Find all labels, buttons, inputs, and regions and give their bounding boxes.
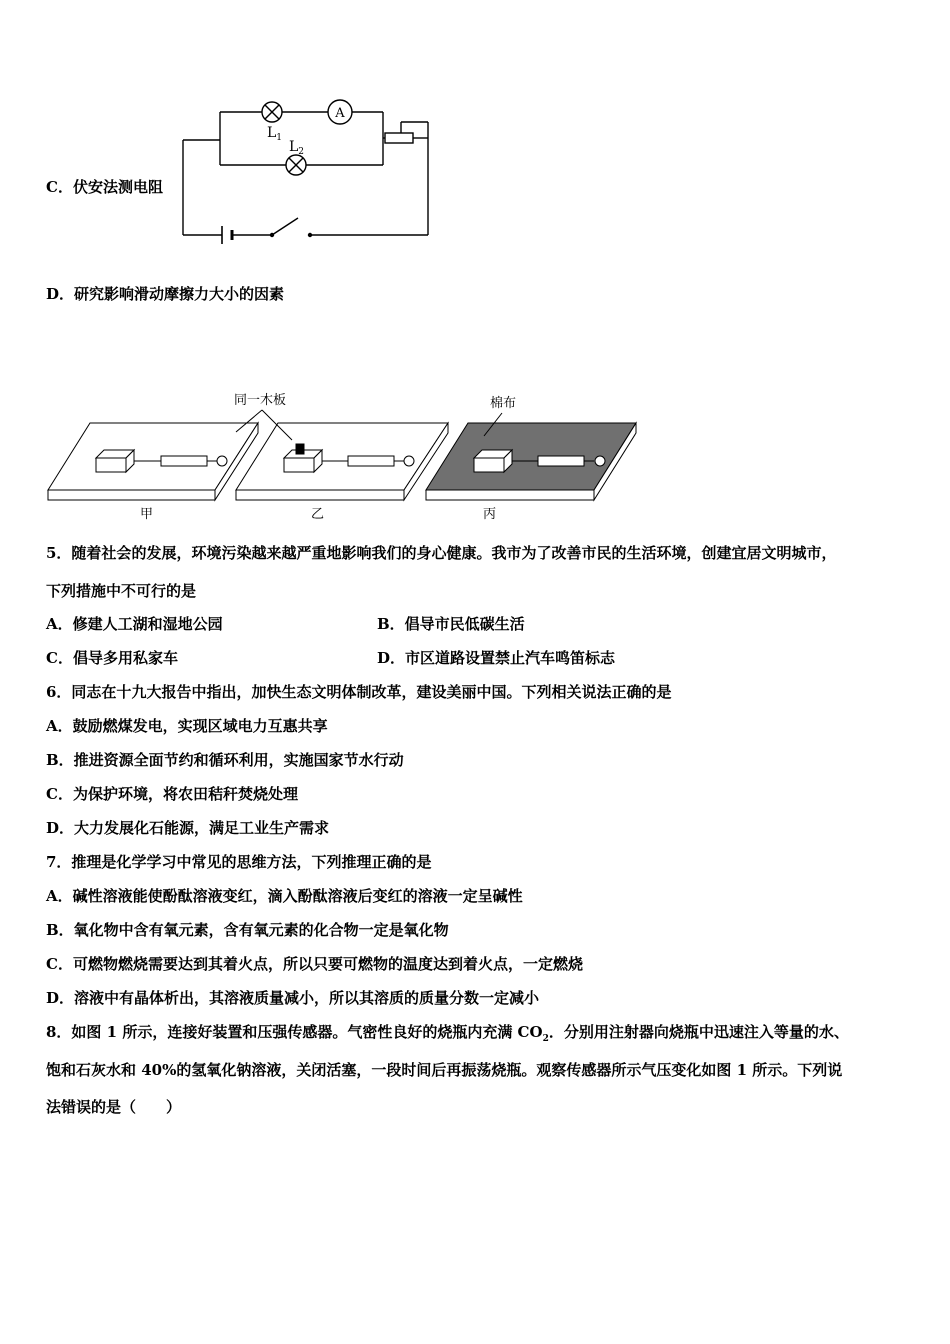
lamp-l1-cross <box>265 105 279 119</box>
lamp-l2-label: $L_2$ <box>289 139 305 157</box>
board-front <box>236 490 404 500</box>
q5-option-c: C．倡导多用私家车 <box>46 649 178 667</box>
lamp-l2-cross <box>289 158 303 172</box>
q8-line2: 饱和石灰水和 40%的氢氧化钠溶液，关闭活塞，一段时间后再振荡烧瓶。观察传感器所示气压变化如图 1 所示。下列说 <box>46 1061 843 1079</box>
panel-label-yi: 乙 <box>311 507 325 522</box>
q5-stem-line1: 5．随着社会的发展，环境污染越来越严重地影响我们的身心健康。我市为了改善市民的生活环境，创建宜居文明城市， <box>46 544 837 562</box>
block <box>284 458 314 472</box>
block-top <box>284 450 322 458</box>
lamp-l1 <box>262 102 282 122</box>
q5-stem-line2: 下列措施中不可行的是 <box>46 582 197 600</box>
spring-scale-ring <box>404 456 414 466</box>
ammeter-label: A <box>335 106 345 121</box>
spring-scale-ring <box>217 456 227 466</box>
q7-option-c: C．可燃物燃烧需要达到其着火点，所以只要可燃物的温度达到着火点，一定燃烧 <box>46 955 583 973</box>
option-c-text: 伏安法测电阻 <box>72 178 163 196</box>
panel-jia <box>48 423 258 500</box>
q5-option-b: B．倡导市民低碳生活 <box>377 615 525 633</box>
block-side <box>504 450 512 472</box>
option-d-text: 研究影响滑动摩擦力大小的因素 <box>74 285 285 303</box>
q5-option-a: A．修建人工湖和湿地公园 <box>46 615 223 633</box>
block-top <box>96 450 134 458</box>
panel-label-bing: 丙 <box>483 507 497 522</box>
label-cotton-cloth: 棉布 <box>490 396 517 411</box>
panel-yi <box>236 423 448 500</box>
spring-scale <box>161 456 207 466</box>
q6-option-d: D．大力发展化石能源，满足工业生产需求 <box>46 819 330 837</box>
board-side <box>215 423 258 500</box>
lamp-l2 <box>286 155 306 175</box>
switch-contact <box>270 233 274 237</box>
block <box>96 458 126 472</box>
option-d-letter: D． <box>46 285 75 303</box>
spring-scale-ring <box>595 456 605 466</box>
q8-co2-subscript: 2 <box>542 1034 549 1044</box>
spring-scale <box>538 456 584 466</box>
pointer-line <box>236 410 262 432</box>
q7-option-a: A．碱性溶液能使酚酞溶液变红，滴入酚酞溶液后变红的溶液一定呈碱性 <box>46 887 523 905</box>
panel-bing <box>426 423 636 500</box>
board-top <box>236 423 448 490</box>
spring-scale <box>348 456 394 466</box>
pointer-line <box>262 410 292 440</box>
option-c <box>46 180 163 195</box>
board-front <box>426 490 594 500</box>
rheostat <box>385 133 413 143</box>
board-top <box>48 423 258 490</box>
lamp-l1-label: $L_1$ <box>267 125 283 143</box>
block-top <box>474 450 512 458</box>
q8-line1 <box>46 1025 849 1044</box>
q5-option-d: D．市区道路设置禁止汽车鸣笛标志 <box>377 649 616 667</box>
board-side <box>594 423 636 500</box>
q6-option-a: A．鼓励燃煤发电，实现区域电力互惠共享 <box>46 717 328 735</box>
q6-option-b: B．推进资源全面节约和循环利用，实施国家节水行动 <box>46 751 404 769</box>
lamp-l2-cross <box>289 158 303 172</box>
board-side <box>404 423 448 500</box>
weight <box>296 444 304 454</box>
q7-option-d: D．溶液中有晶体析出，其溶液质量减小，所以其溶质的质量分数一定减小 <box>46 989 540 1007</box>
lamp-l1-cross <box>265 105 279 119</box>
q7-stem: 7．推理是化学学习中常见的思维方法，下列推理正确的是 <box>46 853 432 871</box>
label-same-board: 同一木板 <box>234 393 287 408</box>
q8-line1-end: ．分别用注射器向烧瓶中迅速注入等量的水、 <box>548 1023 849 1041</box>
q8-line1-text: 8．如图 1 所示，连接好装置和压强传感器。气密性良好的烧瓶内充满 CO <box>46 1023 543 1041</box>
q6-option-c: C．为保护环境，将农田秸秆焚烧处理 <box>46 785 298 803</box>
panel-label-jia: 甲 <box>140 507 154 522</box>
cloth-top <box>426 423 636 490</box>
pointer-line <box>484 413 502 436</box>
block-side <box>314 450 322 472</box>
board-front <box>48 490 215 500</box>
q8-line3: 法错误的是（ ） <box>46 1098 182 1116</box>
option-c-letter: C． <box>46 178 73 196</box>
switch-contact <box>308 233 312 237</box>
q6-stem: 6．同志在十九大报告中指出，加快生态文明体制改革，建设美丽中国。下列相关说法正确的是 <box>46 683 672 701</box>
q7-option-b: B．氧化物中含有氧元素，含有氧元素的化合物一定是氧化物 <box>46 921 449 939</box>
ammeter <box>328 100 352 124</box>
block-side <box>126 450 134 472</box>
option-d <box>46 287 284 302</box>
switch-lever <box>272 218 298 235</box>
block <box>474 458 504 472</box>
